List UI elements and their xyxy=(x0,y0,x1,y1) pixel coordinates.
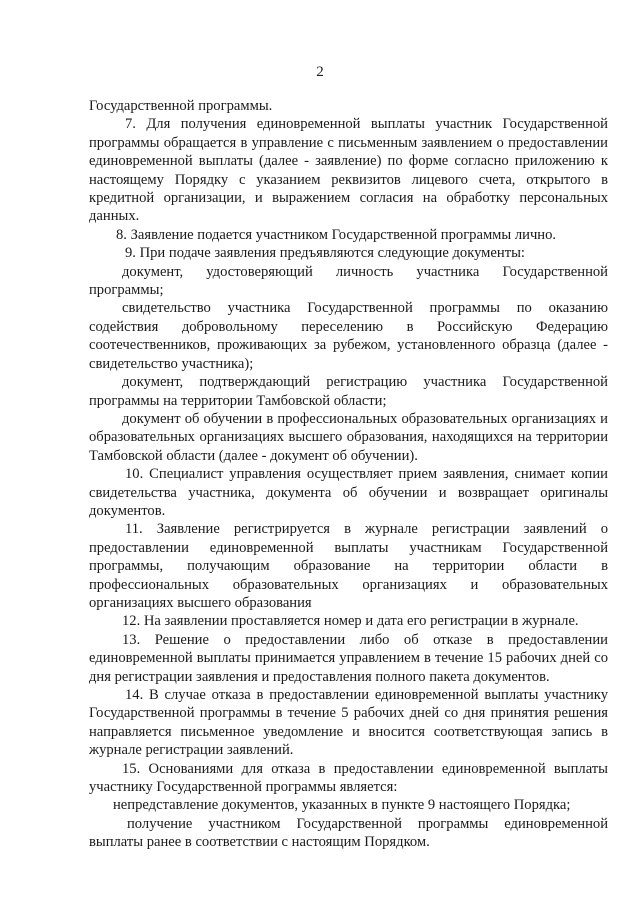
paragraph-12: 12. На заявлении проставляется номер и дата его регистрации в журнале. xyxy=(122,613,579,630)
document-body xyxy=(89,97,608,852)
paragraph-9: 9. При подаче заявления предъявляются следующие документы: xyxy=(125,245,525,262)
page-number: 2 xyxy=(316,64,324,80)
paragraph-10: 10. Специалист управления осуществляет прием заявления, снимает копии свидетельства участника, документа об обучении и возвращает оригиналы документов. xyxy=(89,466,608,519)
paragraph-15: 15. Основаниями для отказа в предоставлении единовременной выплаты участнику Государственной программы является: xyxy=(89,760,608,796)
paragraph-continuation: Государственной программы. xyxy=(89,98,273,114)
paragraph-7: 7. Для получения единовременной выплаты участник Государственной программы обращается в управление с письменным заявлением о предоставлении единовременной выплаты (далее - заявление) по форме согласно приложению к настоящему Порядку с указанием реквизитов лицевого счета, открытого в кредитной организации, и выражением согласия на обработку персональных данных. xyxy=(89,116,608,225)
list-item-identity-document: документ, удостоверяющий личность участника Государственной программы; xyxy=(89,263,608,299)
list-item-education-document: документ об обучении в профессиональных образовательных организациях и образовательных организациях высшего образования, находящихся на территории Тамбовской области (далее - документ об обучении). xyxy=(89,410,608,464)
paragraph-8: 8. Заявление подается участником Государственной программы лично. xyxy=(116,226,557,243)
paragraph-13: 13. Решение о предоставлении либо об отказе в предоставлении единовременной выплаты принимается управлением в течение 15 рабочих дней со дня регистрации заявления и предоставления полного пакета документов. xyxy=(89,631,608,685)
paragraph-14: 14. В случае отказа в предоставлении единовременной выплаты участнику Государственной программы в течение 5 рабочих дней со дня принятия решения направляется письменное уведомление и вносится соответствующая запись в журнале регистрации заявлений. xyxy=(89,687,608,759)
list-item-missing-documents: непредставление документов, указанных в пункте 9 настоящего Порядка; xyxy=(113,797,571,814)
list-item-previous-payment: получение участником Государственной программы единовременной выплаты ранее в соответствии с настоящим Порядком. xyxy=(89,815,608,851)
paragraph-11: 11. Заявление регистрируется в журнале регистрации заявлений о предоставлении единовременной выплаты участникам Государственной программы, получающим образование на территории области в профессиональных образовательных организациях и образовательных организациях высшего образования xyxy=(89,521,608,611)
list-item-registration-document: документ, подтверждающий регистрацию участника Государственной программы на территории Тамбовской области; xyxy=(89,374,608,409)
list-item-participant-certificate: свидетельство участника Государственной программы по оказанию содействия добровольному переселению в Российскую Федерацию соотечественников, проживающих за рубежом, установленного образца (далее - свидетельство участника); xyxy=(89,300,608,372)
